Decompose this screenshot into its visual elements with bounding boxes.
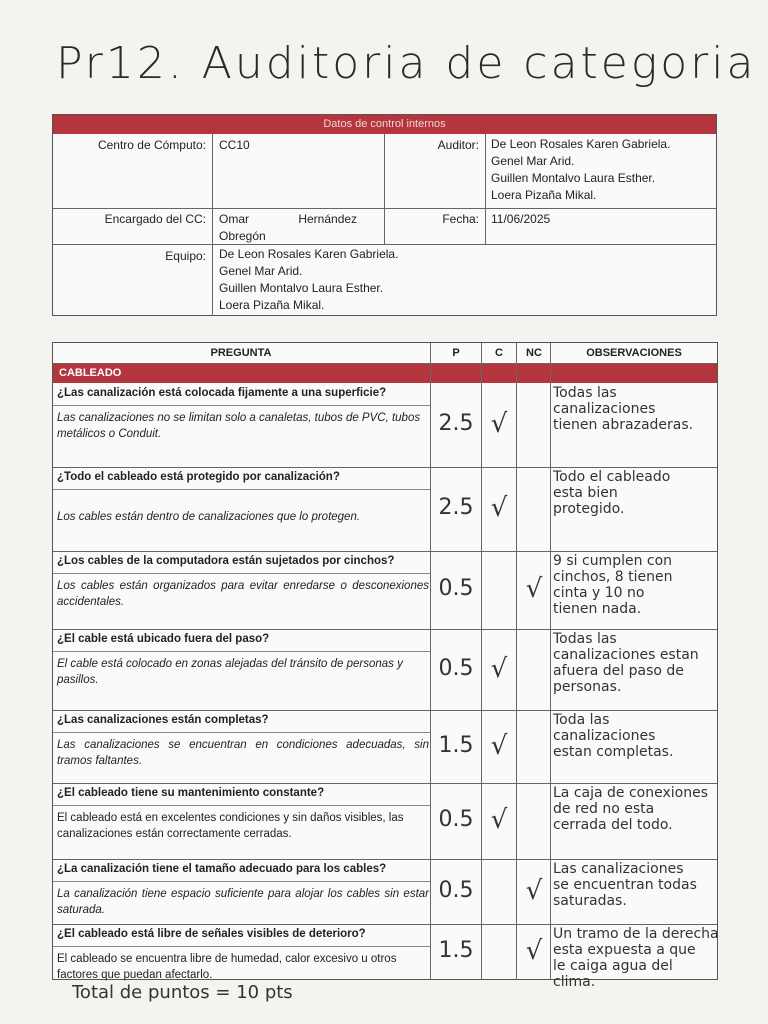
no-cumple-check: √ xyxy=(525,574,543,604)
auditor-name: Loera Pizaña Mikal. xyxy=(491,188,597,202)
observation-line: le caiga agua del xyxy=(553,958,673,974)
observation-line: estan completas. xyxy=(553,744,674,760)
cumple-check: √ xyxy=(490,730,508,761)
auditor-names xyxy=(491,136,716,204)
cumple-check: √ xyxy=(490,409,508,439)
observation-line: Un tramo de la derecha xyxy=(553,926,719,942)
table-row xyxy=(53,467,717,551)
observation-line: Todas las xyxy=(553,385,617,401)
table-row xyxy=(53,783,717,859)
table-row xyxy=(53,710,717,783)
observation xyxy=(551,712,719,760)
observation-line: tienen nada. xyxy=(553,601,642,617)
question-text: ¿Los cables de la computadora están sujetados por cinchos? xyxy=(57,555,395,567)
observation-line: protegido. xyxy=(553,501,625,517)
question-description: Las canalizaciones no se limitan solo a canaletas, tubos de PVC, tubos metálicos o Conduit. xyxy=(57,412,421,440)
equipo-label: Equipo: xyxy=(165,249,206,263)
observation-line: tienen abrazaderas. xyxy=(553,417,694,433)
document-title: Pr12. Auditoria de categoria xyxy=(56,38,757,89)
encargado-name-line: Omar Hernández xyxy=(219,212,358,226)
header-nc: NC xyxy=(526,347,542,359)
points-value: 0.5 xyxy=(438,807,474,832)
equipo-names xyxy=(219,246,519,314)
observation-line: Todas las xyxy=(553,631,617,647)
question-text: ¿Todo el cableado está protegido por canalización? xyxy=(57,471,340,483)
observation-line: de red no esta xyxy=(553,801,655,817)
points-value: 2.5 xyxy=(438,495,474,520)
audit-question-table xyxy=(52,342,719,990)
observation-line: personas. xyxy=(553,679,622,695)
encargado-name-line: Obregón xyxy=(219,229,266,243)
observation-line: cinta y 10 no xyxy=(553,585,645,601)
fecha-value: 11/06/2025 xyxy=(491,212,551,226)
observation-line: Las canalizaciones xyxy=(553,861,684,877)
encargado-label: Encargado del CC: xyxy=(104,212,206,226)
observation-line: afuera del paso de xyxy=(553,663,684,679)
observation-line: cerrada del todo. xyxy=(553,817,673,833)
observation xyxy=(551,553,719,617)
observation xyxy=(551,469,719,517)
centro-label: Centro de Cómputo: xyxy=(97,138,206,152)
observation xyxy=(551,861,719,909)
cumple-check: √ xyxy=(490,653,508,684)
observation-line: saturadas. xyxy=(553,893,627,909)
cumple-check: √ xyxy=(490,805,508,835)
observation-line: canalizaciones xyxy=(553,728,656,744)
question-text: ¿El cableado tiene su mantenimiento constante? xyxy=(57,787,325,799)
header-pregunta: PREGUNTA xyxy=(210,347,272,359)
equipo-name: Loera Pizaña Mikal. xyxy=(219,298,325,312)
auditor-name: Guillen Montalvo Laura Esther. xyxy=(491,171,656,185)
section-cableado: CABLEADO xyxy=(53,364,717,383)
question-text: ¿La canalización tiene el tamaño adecuado para los cables? xyxy=(57,863,387,875)
table-row xyxy=(53,859,717,924)
points-value: 0.5 xyxy=(438,576,474,601)
header-p: P xyxy=(452,347,460,359)
observation-line: esta expuesta a que xyxy=(553,942,696,958)
observation-line: cinchos, 8 tienen xyxy=(553,569,673,585)
header-c: C xyxy=(495,347,503,359)
table-row xyxy=(53,629,717,710)
table-row xyxy=(53,383,717,467)
auditor-name: Genel Mar Arid. xyxy=(491,154,575,168)
equipo-name: Genel Mar Arid. xyxy=(219,264,303,278)
encargado-value xyxy=(219,211,379,245)
observation-line: canalizaciones xyxy=(553,401,656,417)
observation xyxy=(551,926,719,990)
question-text: ¿Las canalización está colocada fijamente a una superficie? xyxy=(57,387,387,399)
control-data-table xyxy=(52,114,717,316)
question-text: ¿El cableado está libre de señales visibles de deterioro? xyxy=(57,928,366,940)
points-value: 0.5 xyxy=(438,877,474,903)
auditor-name: De Leon Rosales Karen Gabriela. xyxy=(491,137,671,151)
question-description: El cableado se encuentra libre de humedad, calor excesivo u otros factores que puedan afectarlo. xyxy=(57,953,397,981)
table-row xyxy=(53,551,717,629)
observation-line: Toda las xyxy=(553,712,610,728)
observation-line: La caja de conexiones xyxy=(553,785,708,801)
centro-value: CC10 xyxy=(219,138,250,152)
points-value: 1.5 xyxy=(438,732,474,758)
points-value: 0.5 xyxy=(438,655,474,681)
observation-line: 9 si cumplen con xyxy=(553,553,673,569)
observation-line: canalizaciones estan xyxy=(553,647,699,663)
no-cumple-check: √ xyxy=(525,875,543,906)
no-cumple-check: √ xyxy=(525,936,543,966)
observation xyxy=(551,631,719,695)
question-text: ¿El cable está ubicado fuera del paso? xyxy=(57,633,270,645)
question-description: Los cables están dentro de canalizaciones que lo protegen. xyxy=(57,511,361,523)
question-description: El cableado está en excelentes condiciones y sin daños visibles, las canalizaciones están correctamente cerradas. xyxy=(57,812,404,840)
control-header: Datos de control internos xyxy=(53,115,716,134)
points-value: 1.5 xyxy=(438,938,474,963)
observation-line: se encuentran todas xyxy=(553,877,697,893)
observation-line: esta bien xyxy=(553,485,618,501)
observation-line: Todo el cableado xyxy=(553,469,671,485)
points-value: 2.5 xyxy=(438,411,474,436)
question-description: El cable está colocado en zonas alejadas del tránsito de personas y pasillos. xyxy=(57,658,403,686)
question-description: Los cables están organizados para evitar enredarse o desconexiones accidentales. xyxy=(57,580,429,608)
total-points: Total de puntos = 10 pts xyxy=(72,982,293,1003)
observation xyxy=(551,385,719,433)
question-description: Las canalizaciones se encuentran en condiciones adecuadas, sin tramos faltantes. xyxy=(57,739,429,767)
header-observaciones: OBSERVACIONES xyxy=(586,347,682,359)
equipo-name: Guillen Montalvo Laura Esther. xyxy=(219,281,384,295)
observation xyxy=(551,785,719,833)
cumple-check: √ xyxy=(490,493,508,523)
question-description: La canalización tiene espacio suficiente para alojar los cables sin estar saturada. xyxy=(57,888,429,916)
question-text: ¿Las canalizaciones están completas? xyxy=(57,714,269,726)
observation-line: clima. xyxy=(553,974,596,990)
table-row xyxy=(53,924,719,990)
fecha-label: Fecha: xyxy=(442,212,479,226)
auditor-label: Auditor: xyxy=(437,138,479,152)
equipo-name: De Leon Rosales Karen Gabriela. xyxy=(219,247,399,261)
